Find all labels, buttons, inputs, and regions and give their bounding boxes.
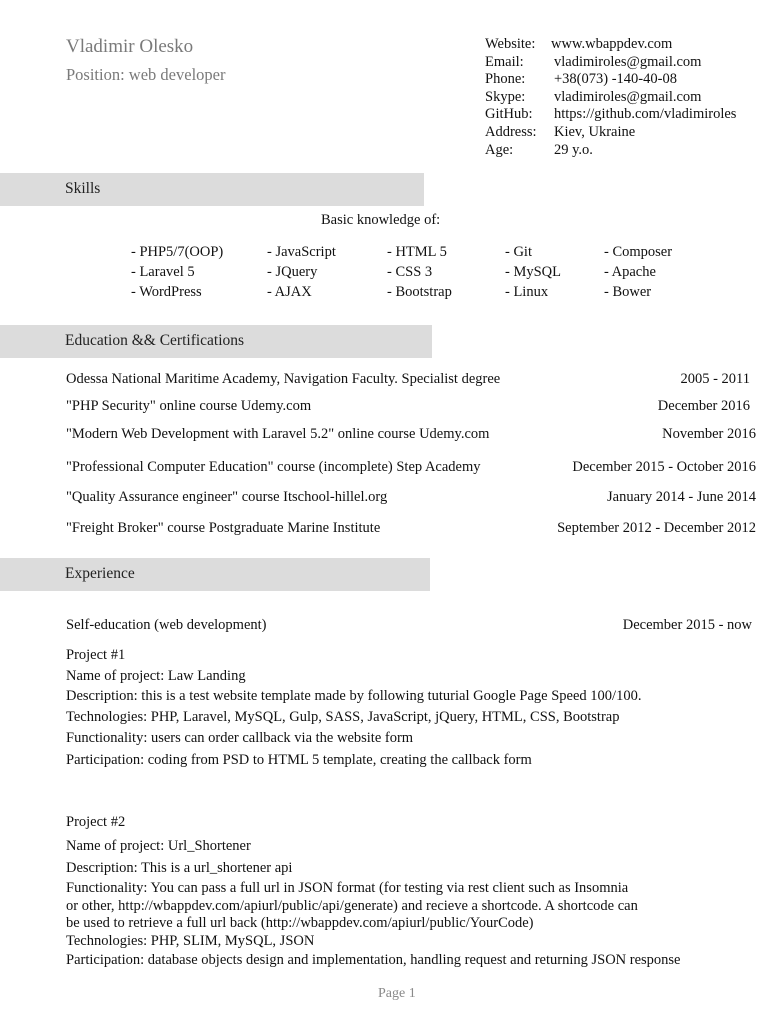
education-date: December 2016	[657, 398, 750, 414]
section-band-experience	[0, 558, 430, 591]
education-title: Odessa National Maritime Academy, Navigation Faculty. Specialist degree	[66, 371, 501, 387]
candidate-name: Vladimir Olesko	[66, 36, 194, 57]
contact-value: https://github.com/vladimiroles	[554, 106, 737, 123]
skills-column	[387, 244, 452, 304]
section-title-experience: Experience	[65, 565, 135, 582]
contact-label: Email:	[485, 53, 524, 70]
skill-item: - Composer	[604, 244, 673, 260]
project-line: Technologies: PHP, SLIM, MySQL, JSON	[66, 933, 315, 949]
project-line: Participation: coding from PSD to HTML 5 template, creating the callback form	[66, 752, 532, 768]
contact-label: Age:	[485, 141, 514, 158]
contact-label: Phone:	[485, 71, 526, 88]
experience-date: December 2015 - now	[622, 617, 752, 633]
skills-column	[505, 244, 561, 304]
contact-label: GitHub:	[485, 106, 533, 123]
education-date: January 2014 - June 2014	[606, 489, 756, 505]
skill-item: - JavaScript	[267, 244, 336, 260]
education-date: September 2012 - December 2012	[557, 520, 756, 536]
project-line: be used to retrieve a full url back (http://wbappdev.com/apiurl/public/YourCode)	[66, 915, 534, 931]
project-line: Description: This is a url_shortener api	[66, 860, 293, 876]
skill-item: - Linux	[505, 284, 549, 300]
education-date: 2005 - 2011	[680, 371, 750, 387]
contact-value: +38(073) -140-40-08	[554, 71, 677, 88]
skill-item: - AJAX	[267, 284, 312, 300]
skill-item: - PHP5/7(OOP)	[131, 244, 224, 260]
experience-heading: Self-education (web development)	[66, 617, 267, 633]
page-number: Page 1	[378, 986, 416, 1001]
candidate-position: Position: web developer	[66, 65, 226, 84]
contact-value: vladimiroles@gmail.com	[554, 88, 702, 105]
skill-item: - CSS 3	[387, 264, 433, 280]
education-title: "Professional Computer Education" course (incomplete) Step Academy	[66, 459, 481, 475]
education-item	[66, 371, 756, 391]
project-line: Name of project: Law Landing	[66, 668, 246, 684]
project-heading: Project #2	[66, 814, 126, 830]
project-line: Technologies: PHP, Laravel, MySQL, Gulp, SASS, JavaScript, jQuery, HTML, CSS, Bootstrap	[66, 709, 620, 725]
project-line: Description: this is a test website template made by following tuturial Google Page Speed 100/100.	[66, 688, 642, 704]
skills-column	[604, 244, 672, 304]
skills-subtitle: Basic knowledge of:	[321, 212, 441, 228]
education-item	[66, 489, 756, 509]
skill-item: - Bootstrap	[387, 284, 452, 300]
skills-column	[131, 244, 223, 304]
section-band-skills	[0, 173, 424, 206]
project-line: or other, http://wbappdev.com/apiurl/public/api/generate) and recieve a shortcode. A shortcode can	[66, 898, 638, 914]
contact-value: www.wbappdev.com	[551, 36, 673, 52]
project-line: Participation: database objects design and implementation, handling request and returning JSON response	[66, 952, 681, 968]
section-title-education: Education && Certifications	[65, 332, 245, 349]
education-title: "Modern Web Development with Laravel 5.2" online course Udemy.com	[66, 426, 490, 442]
education-title: "PHP Security" online course Udemy.com	[66, 398, 312, 414]
contact-value: 29 y.o.	[554, 141, 593, 158]
education-item	[66, 520, 756, 540]
skill-item: - JQuery	[267, 264, 318, 280]
contact-label: Address:	[485, 123, 537, 140]
education-title: "Freight Broker" course Postgraduate Marine Institute	[66, 520, 381, 536]
contact-label: Website:	[485, 36, 536, 52]
skill-item: - Bower	[604, 284, 652, 300]
section-title-skills: Skills	[65, 180, 101, 197]
contact-value: Kiev, Ukraine	[554, 123, 636, 140]
project-line: Functionality: users can order callback via the website form	[66, 730, 414, 746]
project-line: Functionality: You can pass a full url in JSON format (for testing via rest client such as Insomnia	[66, 880, 629, 896]
education-item	[66, 426, 756, 446]
experience-heading-row	[66, 617, 756, 637]
skill-item: - Apache	[604, 264, 656, 280]
skill-item: - MySQL	[505, 264, 561, 280]
education-date: December 2015 - October 2016	[572, 459, 756, 475]
skills-column	[267, 244, 336, 304]
skill-item: - Git	[505, 244, 532, 260]
education-item	[66, 459, 756, 479]
education-item	[66, 398, 756, 418]
skill-item: - HTML 5	[387, 244, 447, 260]
project-heading: Project #1	[66, 647, 126, 663]
contact-label: Skype:	[485, 88, 526, 105]
skill-item: - Laravel 5	[131, 264, 195, 280]
education-date: November 2016	[662, 426, 756, 442]
education-title: "Quality Assurance engineer" course Itschool-hillel.org	[66, 489, 388, 505]
section-band-education	[0, 325, 432, 358]
contact-value: vladimiroles@gmail.com	[554, 53, 702, 70]
skill-item: - WordPress	[131, 284, 202, 300]
project-line: Name of project: Url_Shortener	[66, 838, 251, 854]
